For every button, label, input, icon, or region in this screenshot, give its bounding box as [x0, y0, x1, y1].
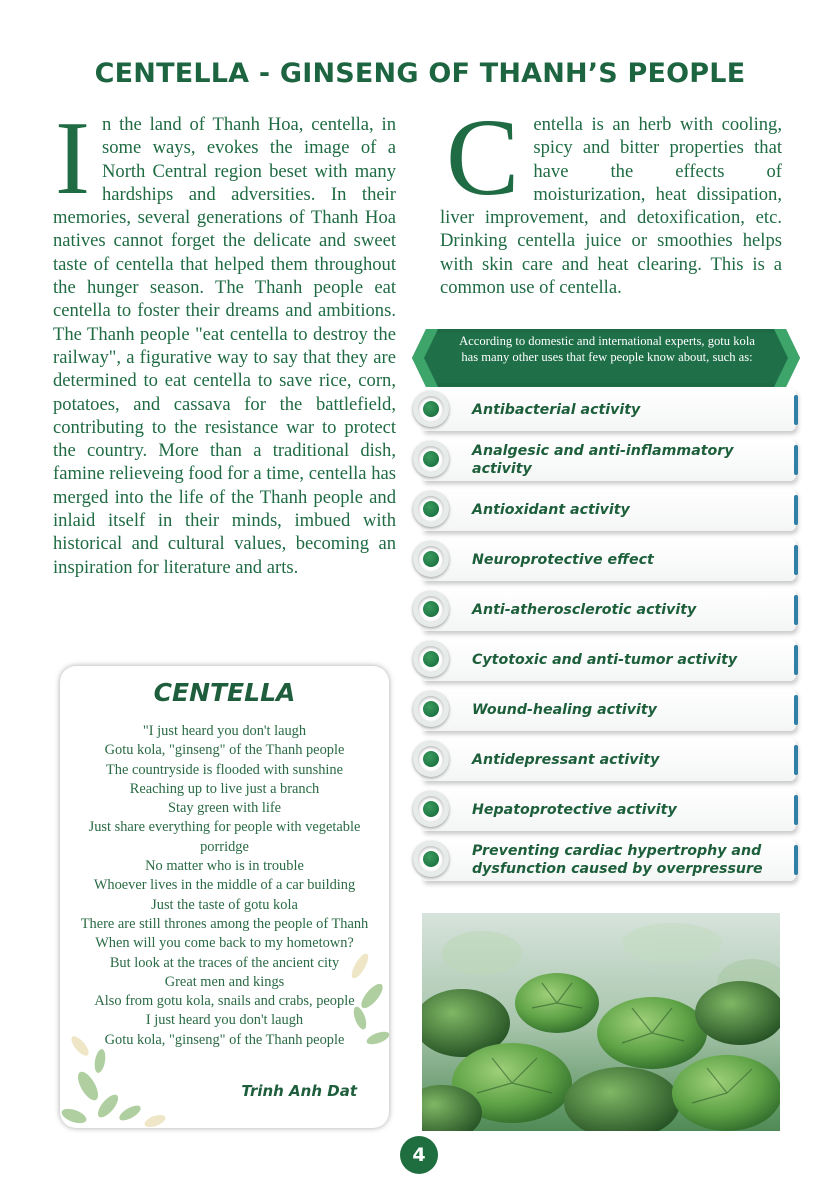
- activity-item: [422, 439, 796, 481]
- bullet-icon: [413, 741, 449, 777]
- poem-line: Just share everything for people with vegetable porridge: [88, 819, 361, 855]
- bullet-icon: [413, 791, 449, 827]
- activity-item: [422, 739, 796, 781]
- activity-label: Analgesic and anti-inflammatory activity: [472, 443, 734, 477]
- poem-line: Reaching up to live just a branch: [129, 780, 320, 797]
- page-number: 4: [400, 1136, 438, 1174]
- page-title: CENTELLA - GINSENG OF THANH’S PEOPLE: [94, 58, 746, 89]
- activity-item: [422, 489, 796, 531]
- poem-line: Whoever lives in the middle of a car building: [93, 877, 356, 894]
- banner-text: According to domestic and international experts, gotu kola has many other uses that few people know about, such as:: [459, 334, 755, 364]
- poem-box: [60, 666, 389, 1128]
- bullet-icon: [413, 441, 449, 477]
- activity-item: [422, 839, 796, 881]
- activity-label: Antibacterial activity: [472, 402, 641, 418]
- activity-item: [422, 589, 796, 631]
- activity-label: Neuroprotective effect: [472, 552, 654, 568]
- poem-line: Gotu kola, "ginseng" of the Thanh people: [104, 1031, 345, 1048]
- activity-label: Cytotoxic and anti-tumor activity: [472, 652, 738, 668]
- activity-label: Anti-atherosclerotic activity: [472, 602, 697, 618]
- dropcap-c: C: [446, 96, 520, 218]
- poem-line: There are still thrones among the people of Thanh: [80, 915, 369, 932]
- activity-label: Wound-healing activity: [472, 702, 657, 718]
- bullet-icon: [413, 391, 449, 427]
- activity-item: [422, 539, 796, 581]
- poem-line: Great men and kings: [164, 973, 285, 990]
- poem-line: Just the taste of gotu kola: [151, 896, 298, 913]
- bullet-icon: [413, 591, 449, 627]
- poem-line: Gotu kola, "ginseng" of the Thanh people: [104, 742, 345, 759]
- activity-item: [422, 789, 796, 831]
- poem-line: I just heard you don't laugh: [145, 1012, 304, 1029]
- activity-item: [422, 389, 796, 431]
- dropcap-i: I: [55, 99, 90, 216]
- activity-label: Antidepressant activity: [472, 752, 660, 768]
- poem-title: CENTELLA: [153, 678, 296, 707]
- usage-article: [440, 96, 782, 299]
- activity-label: Preventing cardiac hypertrophy and dysfunction caused by overpressure: [472, 843, 763, 877]
- intro-article: [53, 99, 396, 579]
- poem-author: Trinh Anh Dat: [241, 1082, 357, 1100]
- bullet-icon: [413, 491, 449, 527]
- centella-photo: [422, 913, 780, 1131]
- poem-line: No matter who is in trouble: [145, 858, 304, 875]
- poem-line: "I just heard you don't laugh: [142, 723, 307, 739]
- activity-label: Antioxidant activity: [472, 502, 630, 518]
- poem-line: Also from gotu kola, snails and crabs, people: [94, 993, 355, 1010]
- activity-item: [422, 689, 796, 731]
- activity-label: Hepatoprotective activity: [472, 802, 677, 818]
- usage-article-text: entella is an herb with cooling, spicy and bitter properties that have the effects of moisturization, heat dissipation, liver improvement, and detoxification, etc. Drinking centella juice or smoothies helps with skin care and heat clearing. This is a common use of centella.: [440, 114, 782, 299]
- poem-line: Stay green with life: [167, 800, 282, 817]
- poem-lines: [68, 722, 381, 1050]
- poem-line: The countryside is flooded with sunshine: [105, 761, 343, 778]
- poem-line: When will you come back to my hometown?: [95, 935, 354, 952]
- bullet-icon: [413, 841, 449, 877]
- bullet-icon: [413, 541, 449, 577]
- bullet-icon: [413, 691, 449, 727]
- activity-item: [422, 639, 796, 681]
- intro-article-text: n the land of Thanh Hoa, centella, in some ways, evokes the image of a North Central region beset with many hardships and adversities. In their memories, several generations of Thanh Hoa natives cannot forget the delicate and sweet taste of centella that helped them throughout the hunger season. The Thanh people eat centella to foster their dreams and ambitions. The Thanh people "eat centella to destroy the railway", a figurative way to say that they are determined to eat centella to save rice, corn, potatoes, and cassava for the battlefield, contributing to the resistance war to protect the country. More than a traditional dish, famine relieveing food for a time, centella has merged into the life of the Thanh people and inlaid itself in their minds, imbued with historical and cultural values, becoming an inspiration for literature and arts.: [53, 114, 396, 578]
- poem-line: But look at the traces of the ancient city: [109, 954, 340, 971]
- bullet-icon: [413, 641, 449, 677]
